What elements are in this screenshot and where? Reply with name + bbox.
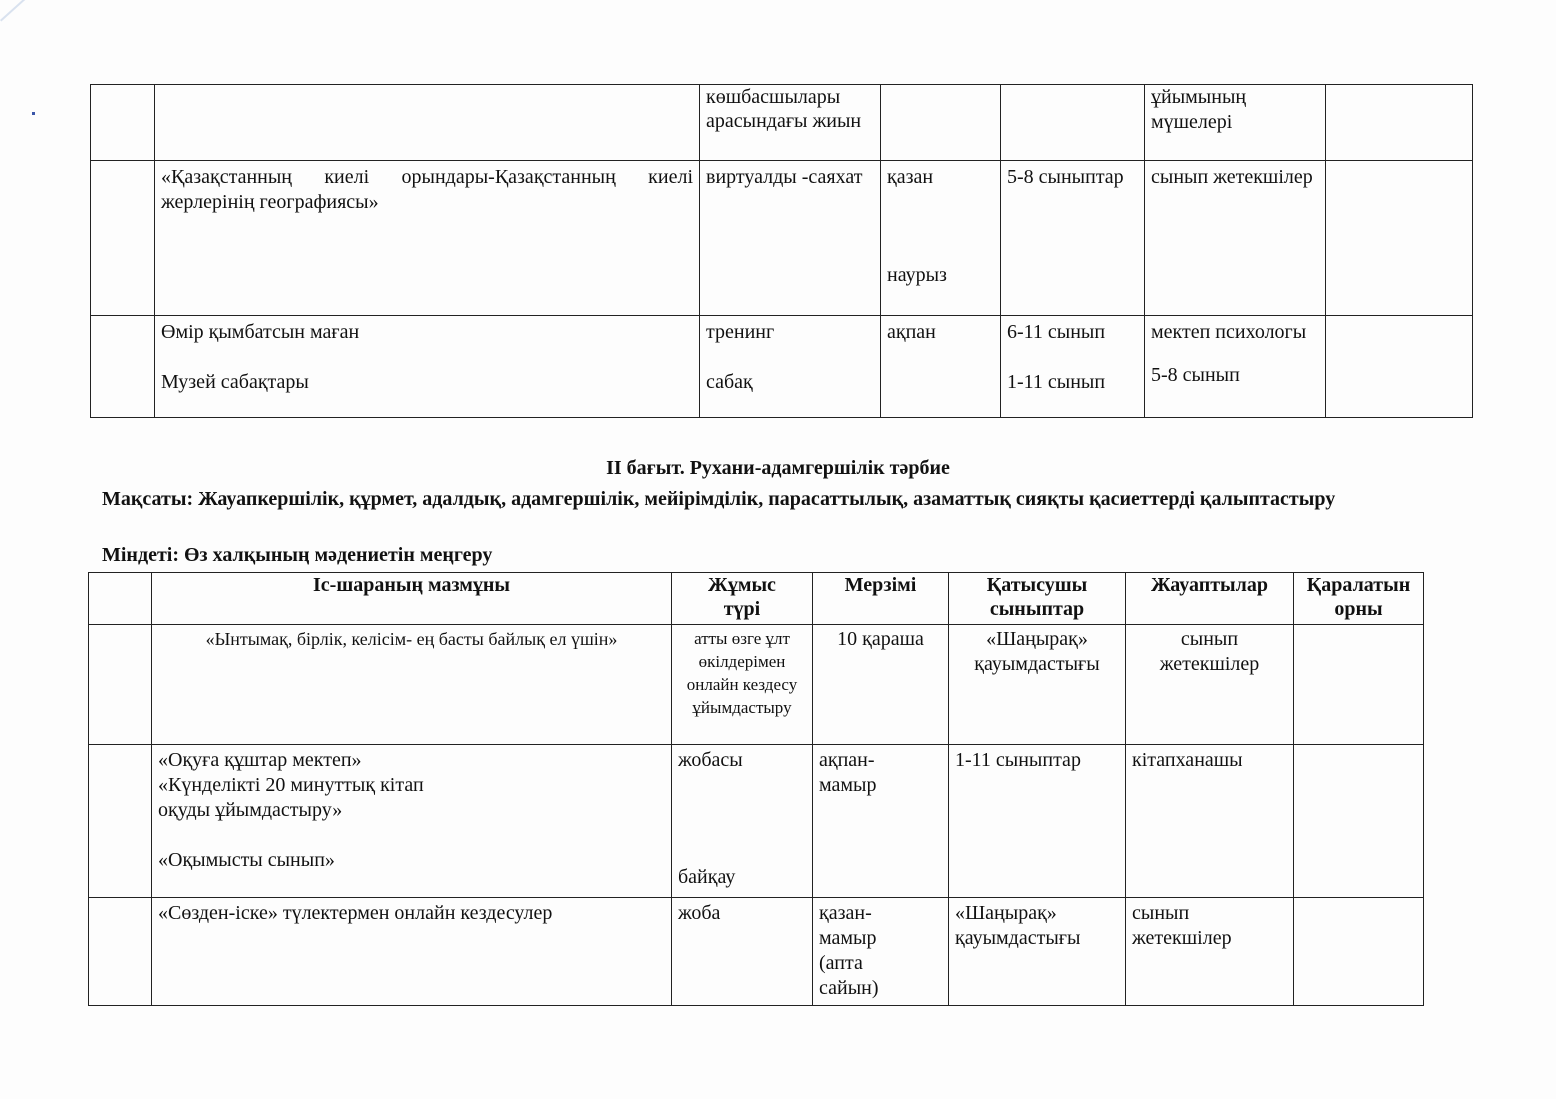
content-header: Іс-шараның мазмұны — [152, 573, 672, 625]
participants-cell — [1001, 316, 1145, 418]
date-cell: ақпан-мамыр — [813, 745, 949, 898]
date-header: Мерзімі — [813, 573, 949, 625]
participants-cell: 1-11 сыныптар — [949, 745, 1126, 898]
responsible-cell: ұйымының мүшелері — [1145, 85, 1326, 161]
responsible-cell: кітапханашы — [1126, 745, 1294, 898]
scan-mark — [32, 112, 35, 115]
row-number-cell — [91, 316, 155, 418]
content-cell — [152, 745, 672, 898]
table-row — [89, 898, 1424, 1006]
participants-cell — [1001, 85, 1145, 161]
responsible-cell: сынып жетекшілер — [1126, 898, 1294, 1006]
place-cell — [1294, 898, 1424, 1006]
participants-cell: «Шаңырақ» қауымдастығы — [949, 898, 1126, 1006]
content-line: Өмір қымбатсын маған — [161, 321, 360, 343]
events-table-continued — [90, 84, 1473, 418]
section-title: ІІ бағыт. Рухани-адамгершілік тәрбие — [606, 457, 950, 479]
responsible-line: мектеп психологы — [1151, 321, 1307, 343]
type-line: тренинг — [706, 321, 775, 343]
type-line: байқау — [678, 866, 736, 888]
table-row — [89, 625, 1424, 745]
date-cell — [881, 161, 1001, 316]
type-cell: атты өзге ұлт өкілдерімен онлайн кездесу ұйымдастыру — [672, 625, 813, 745]
content-line: «Күнделікті 20 минуттық кітап оқуды ұйымдастыру» — [158, 774, 424, 821]
place-cell — [1294, 625, 1424, 745]
content-cell: «Қазақстанның киелі орындары-Қазақстанның киелі жерлерінің географиясы» — [155, 161, 700, 316]
row-number-cell — [91, 161, 155, 316]
content-cell — [155, 316, 700, 418]
content-cell: «Ынтымақ, бірлік, келісім- ең басты байлық ел үшін» — [152, 625, 672, 745]
type-line: сабақ — [706, 371, 753, 393]
responsible-line: 5-8 сынып — [1151, 364, 1240, 386]
table-row — [89, 745, 1424, 898]
participants-cell: «Шаңырақ» қауымдастығы — [949, 625, 1126, 745]
date-cell: қазан-мамыр (апта сайын) — [813, 898, 949, 1006]
place-cell — [1326, 161, 1473, 316]
table-row — [91, 316, 1473, 418]
responsible-header: Жауаптылар — [1126, 573, 1294, 625]
content-cell: «Сөзден-іске» түлектермен онлайн кездесулер — [152, 898, 672, 1006]
section-task: Міндеті: Өз халқының мәдениетін меңгеру — [102, 544, 493, 566]
responsible-cell — [1145, 316, 1326, 418]
date-start: қазан — [887, 166, 934, 188]
type-cell — [672, 745, 813, 898]
type-cell: көшбасшылары арасындағы жиын — [700, 85, 881, 161]
type-line: жобасы — [678, 749, 743, 771]
place-header: Қаралатын орны — [1294, 573, 1424, 625]
date-cell: 10 қараша — [813, 625, 949, 745]
row-number-header — [89, 573, 152, 625]
row-number-cell — [89, 745, 152, 898]
date-cell: ақпан — [881, 316, 1001, 418]
participants-line: 1-11 сынып — [1007, 371, 1106, 393]
scan-streak — [0, 0, 98, 21]
type-header: Жұмыс түрі — [672, 573, 813, 625]
content-line: «Оқуға құштар мектеп» — [158, 749, 362, 771]
type-cell: виртуалды -саяхат — [700, 161, 881, 316]
date-cell — [881, 85, 1001, 161]
row-number-cell — [89, 625, 152, 745]
responsible-cell: сынып жетекшілер — [1145, 161, 1326, 316]
content-line: «Оқымысты сынып» — [158, 849, 335, 871]
participants-line: 6-11 сынып — [1007, 321, 1106, 343]
type-cell — [700, 316, 881, 418]
row-number-cell — [91, 85, 155, 161]
participants-header: Қатысушы сыныптар — [949, 573, 1126, 625]
content-line: Музей сабақтары — [161, 371, 309, 393]
row-number-cell — [89, 898, 152, 1006]
content-cell — [155, 85, 700, 161]
table-row — [91, 161, 1473, 316]
header-row — [89, 573, 1424, 625]
type-cell: жоба — [672, 898, 813, 1006]
table-row — [91, 85, 1473, 161]
section-goal: Мақсаты: Жауапкершілік, құрмет, адалдық, адамгершілік, мейірімділік, парасаттылық, азаматтық сияқты қасиеттерді қалыптастыру — [102, 488, 1336, 510]
spiritual-education-table — [88, 572, 1424, 1006]
responsible-cell: сынып жетекшілер — [1126, 625, 1294, 745]
participants-cell: 5-8 сыныптар — [1001, 161, 1145, 316]
date-end: наурыз — [887, 264, 947, 286]
place-cell — [1326, 316, 1473, 418]
place-cell — [1326, 85, 1473, 161]
place-cell — [1294, 745, 1424, 898]
